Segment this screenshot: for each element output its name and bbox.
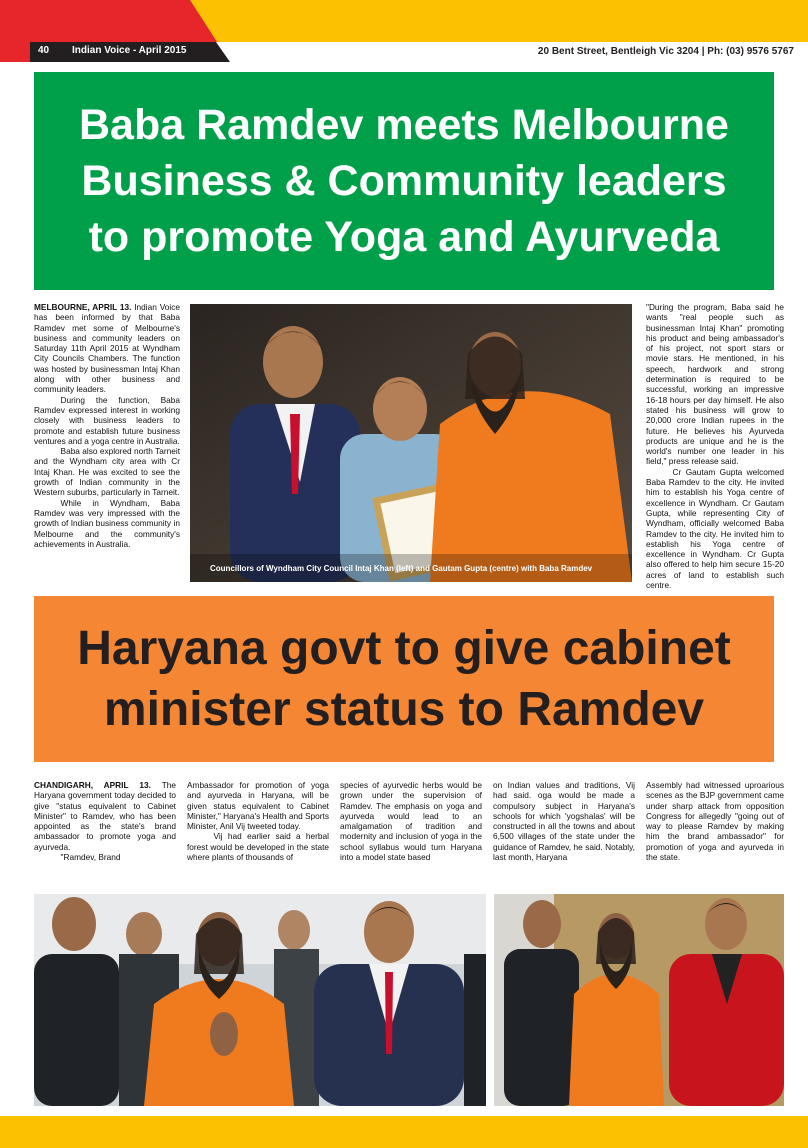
story1-col1-para2: During the function, Baba Ramdev expressed interest in working closely with business leaders to promote and establish future business ventures and a yoga centre in Australia. bbox=[34, 394, 180, 446]
story1-col1-para1: Indian Voice has been informed by that Baba Ramdev met some of Melbourne's business and community leaders on Saturday 11th April 2015 at Wyndham City Councils Chambers. The function was hosted by businessman Intaj Khan along with other business and community leaders. bbox=[34, 302, 180, 395]
story2-col1-para2: "Ramdev, Brand bbox=[60, 852, 121, 863]
story2-col5-para1: Assembly had witnessed uproarious scenes as the BJP government came under sharp attack from opposition Congress for allegedly "going out of way to please Ramdev by making him the brand ambassador" for promotion of yoga and ayurveda in the state. bbox=[646, 780, 784, 863]
story1-column-left bbox=[34, 302, 180, 549]
photo-caption: Councillors of Wyndham City Council Intaj Khan (left) and Gautam Gupta (centre) with Baba Ramdev bbox=[210, 564, 593, 573]
headline-box-2 bbox=[34, 596, 774, 762]
publication-name: Indian Voice - April 2015 bbox=[72, 45, 187, 56]
photo-award-presentation bbox=[190, 304, 632, 582]
story1-col2-para1: "During the program, Baba said he wants "real people such as businessman Intaj Khan" promoting his product and being ambassador's of his project, not sport stars or movie stars. He mentioned, in his speech, hardwork and strong determination is required to be successful, working an impressive 16-18 hours per day himself. He also stated his business will grow to 20,000 crore Indian rupees in the future. He believes his Ayurveda products are unique and he is the world's number one leader in his field," press release said. bbox=[646, 302, 784, 467]
photo-group-namaste bbox=[34, 894, 486, 1106]
story2-col2-para2: Vij had earlier said a herbal forest would be developed in the state where plants of thousands of bbox=[187, 831, 329, 863]
dateline-2: CHANDIGARH, APRIL 13. bbox=[34, 780, 151, 790]
story1-col1-para3: Baba also explored north Tarneit and the Wyndham city area with Cr Intaj Khan. He was excited to see the growth of Indian community in the Western suburbs, particularly in Tarneit. bbox=[34, 446, 180, 498]
story2-column-1 bbox=[34, 780, 176, 862]
story2-column-2 bbox=[187, 780, 329, 862]
story2-column-5 bbox=[646, 780, 784, 862]
bottom-yellow-band bbox=[0, 1116, 808, 1148]
story2-col3-para1: species of ayurvedic herbs would be grown under the supervision of Ramdev. The emphasis on yoga and ayurveda would lead to an amalgamation of tradition and modernity and inclusion of yoga in the school syllabus would turn Haryana into a model state based bbox=[340, 780, 482, 863]
photo-trio-portrait bbox=[494, 894, 784, 1106]
contact-address: 20 Bent Street, Bentleigh Vic 3204 | Ph: (03) 9576 5767 bbox=[537, 46, 794, 57]
story2-column-3 bbox=[340, 780, 482, 862]
page-number: 40 bbox=[38, 45, 50, 56]
story2-col1-para1: The Haryana government today decided to give "status equivalent to Cabinet Minister" to Ramdev, who has been appointed as the state's brand ambassador to promote yoga and ayurveda. bbox=[34, 780, 176, 852]
story2-col2-para1: Ambassador for promotion of yoga and ayurveda in Haryana, will be given status equivalent to Cabinet Minister," Haryana's Health and Sports Minister, Anil Vij tweeted today. bbox=[187, 780, 329, 832]
story2-col4-para1: on Indian values and traditions, Vij had said. oga would be made a compulsory subject in Haryana's schools for which 'yogshalas' will be constructed in all the towns and about 6,500 villages of the state under the guidance of Ramdev, he said. Notably, last month, Haryana bbox=[493, 780, 635, 863]
story1-col1-para4: While in Wyndham, Baba Ramdev was very impressed with the growth of Indian business community in Melbourne and the community's achievements in Australia. bbox=[34, 497, 180, 549]
story2-column-4 bbox=[493, 780, 635, 862]
headline-1: Baba Ramdev meets Melbourne Business & Community leaders to promote Yoga and Ayurveda bbox=[79, 101, 729, 261]
headline-2: Haryana govt to give cabinet minister status to Ramdev bbox=[77, 622, 731, 736]
story1-col2-para2: Cr Gautam Gupta welcomed Baba Ramdev to the city. He invited him to establish his Yoga centre of excellence in Wyndham. Cr Gautam Gupta, while representing City of Wyndham, officially welcomed Baba Ramdev to the city. He invited him to establish his Yoga centre of excellence in Wyndham. Cr Gupta also offered to help him secure 15-20 acres of land to establish such centre. bbox=[646, 466, 784, 591]
headline-box-1 bbox=[34, 72, 774, 290]
story1-column-right bbox=[646, 302, 784, 590]
dateline-1: MELBOURNE, APRIL 13. bbox=[34, 302, 132, 312]
